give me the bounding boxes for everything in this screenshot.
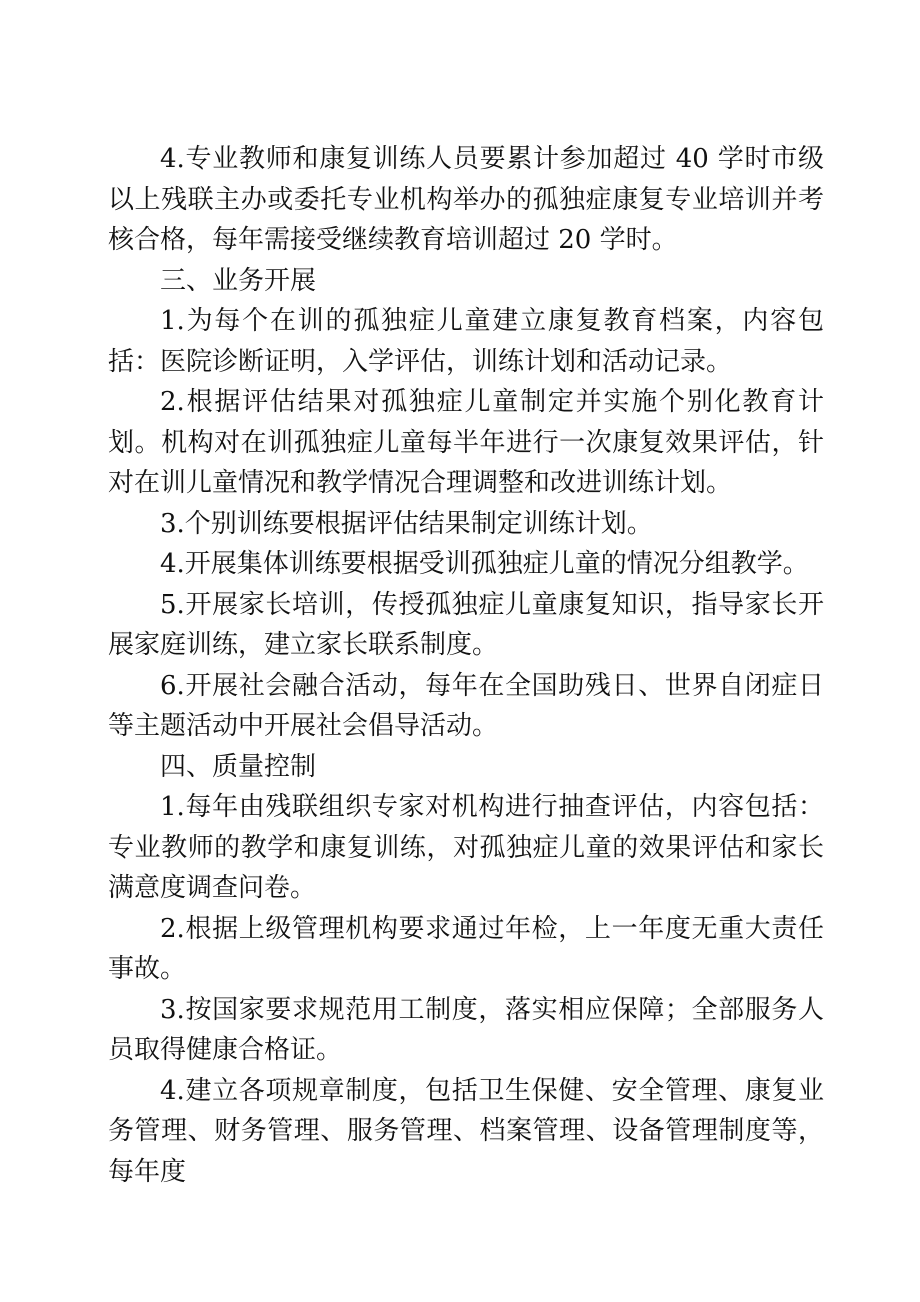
paragraph-group-training: 4.开展集体训练要根据受训孤独症儿童的情况分组教学。 <box>160 549 809 579</box>
paragraph-social-inclusion: 6.开展社会融合活动，每年在全国助残日、世界自闭症日等主题活动中开展社会倡导活动。 <box>108 670 824 741</box>
paragraph-rehab-records: 1.为每个在训的孤独症儿童建立康复教育档案，内容包括：医院诊断证明，入学评估，训练计划和活动记录。 <box>108 306 824 377</box>
paragraph-individual-training: 3.个别训练要根据评估结果制定训练计划。 <box>160 508 653 539</box>
paragraph-annual-inspection: 2.根据上级管理机构要求通过年检，上一年度无重大责任事故。 <box>108 913 824 984</box>
document-body <box>108 139 824 1192</box>
paragraph-parent-training: 5.开展家长培训，传授孤独症儿童康复知识，指导家长开展家庭训练，建立家长联系制度。 <box>108 589 824 660</box>
paragraph-staff-training: 4.专业教师和康复训练人员要累计参加超过 40 学时市级以上残联主办或委托专业机构举办的孤独症康复专业培训并考核合格，每年需接受继续教育培训超过 20 学时。 <box>108 144 824 255</box>
paragraph-regulations: 4.建立各项规章制度，包括卫生保健、安全管理、康复业务管理、财务管理、服务管理、档案管理、设备管理制度等，每年度 <box>108 1075 824 1187</box>
paragraph-employment-rules: 3.按国家要求规范用工制度，落实相应保障；全部服务人员取得健康合格证。 <box>108 994 824 1065</box>
paragraph-individual-plan: 2.根据评估结果对孤独症儿童制定并实施个别化教育计划。机构对在训孤独症儿童每半年进行一次康复效果评估，针对在训儿童情况和教学情况合理调整和改进训练计划。 <box>108 387 824 498</box>
section-heading-quality: 四、质量控制 <box>160 751 317 782</box>
paragraph-expert-evaluation: 1.每年由残联组织专家对机构进行抽查评估，内容包括：专业教师的教学和康复训练，对孤独症儿童的效果评估和家长满意度调查问卷。 <box>108 792 824 903</box>
section-heading-business: 三、业务开展 <box>160 265 317 296</box>
